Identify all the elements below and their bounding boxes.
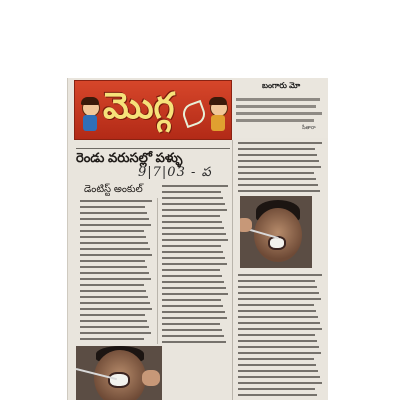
text-line — [162, 293, 228, 295]
text-line — [238, 166, 321, 168]
text-line — [162, 263, 227, 265]
text-line — [80, 224, 151, 226]
text-line — [80, 242, 148, 244]
text-line — [162, 215, 220, 217]
text-line — [80, 248, 150, 250]
text-line — [162, 233, 226, 235]
text-line — [80, 254, 152, 256]
handwritten-date: 9|7|03 - ప — [138, 165, 212, 180]
text-line — [162, 221, 222, 223]
text-line — [162, 275, 222, 277]
text-line — [238, 190, 320, 192]
text-line — [238, 160, 319, 162]
cartoon-girl-icon — [207, 99, 229, 133]
text-line — [80, 308, 152, 310]
text-line — [162, 239, 228, 241]
cartoon-boy-icon — [79, 99, 101, 133]
leaf-logo-icon — [180, 100, 208, 128]
adjacent-column-title: బంగారు మో — [262, 81, 301, 90]
text-line — [238, 388, 315, 390]
text-line — [238, 280, 315, 282]
text-line — [238, 316, 318, 318]
adjacent-column-signature: సీతారా — [302, 125, 316, 131]
text-line — [80, 296, 148, 298]
text-line — [238, 340, 317, 342]
text-line — [162, 287, 226, 289]
text-line — [162, 341, 226, 343]
child-dental-exam-photo-bottom — [76, 346, 162, 400]
text-line — [238, 298, 321, 300]
text-line — [238, 346, 319, 348]
text-line — [80, 284, 144, 286]
text-line — [238, 352, 321, 354]
child-dental-exam-photo-top — [240, 196, 312, 268]
text-line — [238, 172, 314, 174]
text-line — [80, 338, 144, 340]
text-line — [162, 299, 221, 301]
text-line — [80, 218, 149, 220]
text-line — [238, 154, 317, 156]
masthead-title: మొగ్గ — [103, 85, 175, 127]
text-line — [80, 332, 151, 334]
text-line — [80, 206, 145, 208]
text-line — [162, 317, 227, 319]
text-line — [80, 290, 146, 292]
text-line — [238, 394, 317, 396]
text-line — [162, 251, 223, 253]
text-line — [162, 203, 225, 205]
text-line — [162, 281, 224, 283]
text-line — [162, 323, 220, 325]
text-line — [238, 376, 320, 378]
text-line — [80, 272, 149, 274]
text-line — [238, 322, 320, 324]
article-headline: రెండు వరుసల్లో పళ్ళు — [76, 150, 183, 165]
text-line — [80, 230, 144, 232]
text-line — [80, 236, 146, 238]
text-line — [162, 245, 221, 247]
text-line — [238, 370, 318, 372]
text-line — [162, 197, 223, 199]
text-line — [238, 184, 318, 186]
text-line — [238, 286, 317, 288]
text-line — [80, 314, 145, 316]
article-byline: డెంటిస్ట్ అంకుల్ — [84, 184, 143, 195]
masthead-banner — [74, 80, 232, 140]
text-line — [162, 185, 228, 187]
text-line — [80, 200, 152, 202]
text-line — [80, 266, 147, 268]
text-line — [238, 382, 322, 384]
text-line — [238, 364, 316, 366]
headline-rule — [76, 148, 230, 149]
text-line — [162, 209, 227, 211]
text-line — [238, 178, 316, 180]
text-line — [80, 326, 149, 328]
text-line — [162, 191, 221, 193]
text-line — [80, 278, 151, 280]
text-line — [238, 148, 315, 150]
text-line — [238, 328, 322, 330]
text-line — [162, 311, 225, 313]
adjacent-column — [232, 78, 328, 138]
text-line — [238, 304, 314, 306]
text-line — [162, 269, 220, 271]
text-line — [238, 310, 316, 312]
text-line — [80, 260, 145, 262]
text-line — [162, 329, 222, 331]
text-line — [80, 302, 150, 304]
text-line — [238, 358, 314, 360]
text-line — [238, 274, 322, 276]
text-line — [238, 334, 315, 336]
text-line — [238, 142, 322, 144]
text-line — [80, 212, 147, 214]
text-line — [162, 305, 223, 307]
text-line — [162, 257, 225, 259]
column-divider — [232, 140, 233, 400]
text-line — [238, 292, 319, 294]
text-line — [80, 320, 147, 322]
column-divider — [157, 198, 158, 344]
text-line — [162, 227, 224, 229]
text-line — [162, 335, 224, 337]
